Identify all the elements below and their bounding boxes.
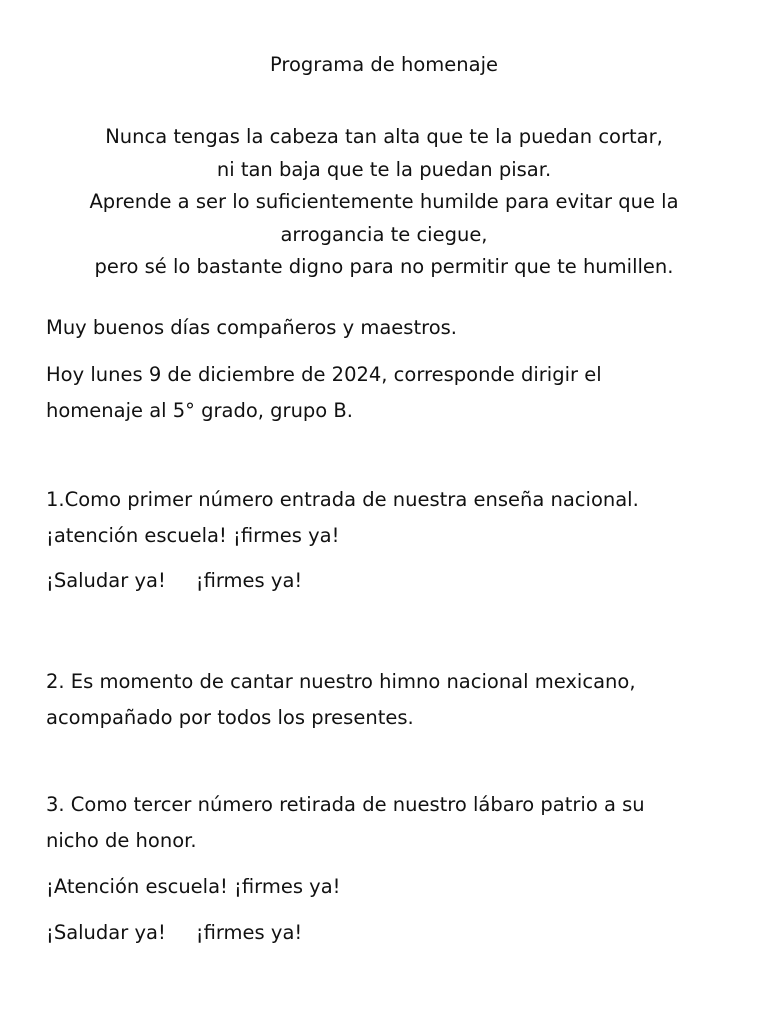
intro-line: homenaje al 5° grado, grupo B. bbox=[46, 398, 354, 422]
intro-paragraph bbox=[46, 357, 736, 428]
item-2 bbox=[46, 664, 736, 735]
quote-line: arrogancia te ciegue, bbox=[280, 222, 488, 246]
greeting-text: Muy buenos días compañeros y maestros. bbox=[46, 316, 457, 339]
salute-command: ¡Saludar ya! bbox=[46, 921, 166, 944]
item-1-line: 1.Como primer número entrada de nuestra enseña nacional. bbox=[46, 488, 639, 511]
attention-command: ¡firmes ya! bbox=[195, 569, 303, 592]
item-2-line: 2. Es momento de cantar nuestro himno nacional mexicano, bbox=[46, 670, 636, 693]
attention-command: ¡firmes ya! bbox=[195, 921, 303, 944]
quote-line: Nunca tengas la cabeza tan alta que te la puedan cortar, bbox=[105, 125, 663, 148]
page-title: Programa de homenaje bbox=[269, 53, 498, 76]
item-2-line: acompañado por todos los presentes. bbox=[46, 705, 414, 729]
item-3-command-line bbox=[46, 915, 736, 951]
quote-line: ni tan baja que te la puedan pisar. bbox=[216, 157, 552, 181]
attention-command-line: ¡Atención escuela! ¡firmes ya! bbox=[46, 875, 341, 898]
salute-command: ¡Saludar ya! bbox=[46, 569, 166, 592]
item-3-line: 3. Como tercer número retirada de nuestro lábaro patrio a su bbox=[46, 793, 645, 816]
item-1-command-line bbox=[46, 563, 736, 599]
item-3-line: nicho de honor. bbox=[46, 828, 197, 852]
item-1 bbox=[46, 482, 736, 553]
quote-line: pero sé lo bastante digno para no permitir que te humillen. bbox=[94, 255, 674, 278]
intro-line: Hoy lunes 9 de diciembre de 2024, corresponde dirigir el bbox=[46, 363, 602, 386]
quote-line: Aprende a ser lo suficientemente humilde para evitar que la bbox=[89, 190, 679, 213]
opening-quote bbox=[40, 121, 728, 284]
item-3-attention bbox=[46, 869, 736, 905]
item-3 bbox=[46, 787, 736, 858]
greeting bbox=[46, 310, 736, 346]
item-1-commands bbox=[46, 563, 736, 599]
item-3-commands bbox=[46, 915, 736, 951]
item-1-line: ¡atención escuela! ¡firmes ya! bbox=[46, 523, 340, 547]
